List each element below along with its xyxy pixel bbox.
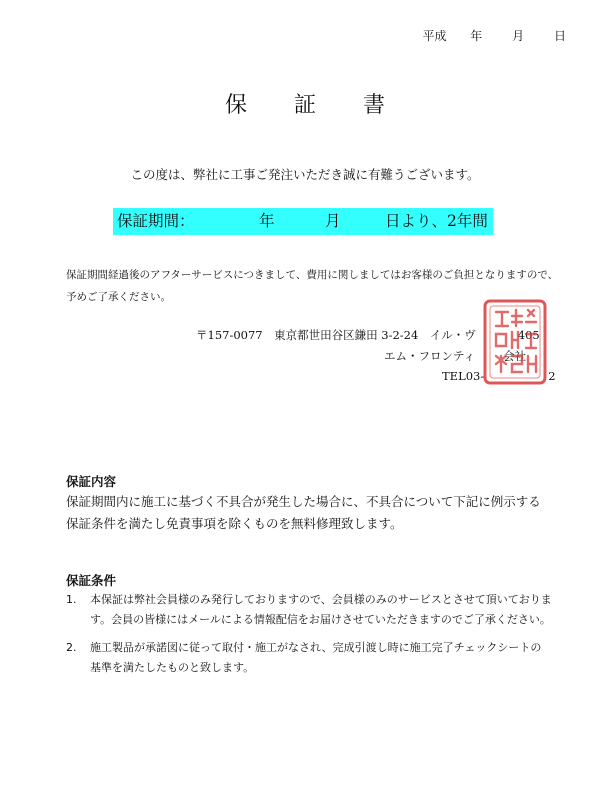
date-era: 平成 bbox=[422, 29, 447, 43]
list-item-number: 1. bbox=[66, 593, 77, 606]
date-day: 日 bbox=[553, 29, 566, 43]
address-line-1-text: 〒157-0077 東京都世田谷区鎌田 3-2-24 イル・ヴ bbox=[196, 328, 476, 342]
coverage-body: 保証期間内に施工に基づく不具合が発生した場合に、不具合について下記に例示する保証条件を満たし免責事項を除くものを無料修理致します。 bbox=[66, 494, 541, 531]
address-line-1-tail: 405 bbox=[517, 328, 540, 342]
period-label: 保証期間： bbox=[117, 212, 195, 230]
address-line-2-text: エム・フロンティ bbox=[384, 349, 476, 363]
list-item bbox=[66, 590, 552, 629]
section-heading-coverage: 保証内容 bbox=[66, 474, 117, 489]
date-line bbox=[422, 27, 566, 44]
warranty-period-banner bbox=[113, 208, 493, 235]
list-item-text: 本保証は弊社会員様のみ発行しておりますので、会員様のみのサービスとさせて頂いております。会員の皆様にはメールによる情報配信をお届けさせていただきますのでご了承ください。 bbox=[90, 593, 552, 626]
section-heading-conditions: 保証条件 bbox=[66, 573, 117, 588]
period-month: 月 bbox=[325, 212, 341, 230]
date-year: 年 bbox=[470, 29, 483, 43]
list-item-text: 施工製品が承諾図に従って取付・施工がなされ、完成引渡し時に施工完了チェックシートの基準を満たしたものと致します。 bbox=[90, 641, 542, 674]
list-item-number: 2. bbox=[66, 641, 77, 654]
period-day-suffix: 日より、2年間 bbox=[385, 212, 488, 230]
after-service-note: 保証期間経過後のアフターサービスにつきまして、費用に関しましてはお客様のご負担となりますので、予めご了承ください。 bbox=[66, 269, 559, 303]
address-line-3-tail: 2 bbox=[548, 369, 556, 383]
date-month: 月 bbox=[512, 29, 525, 43]
address-line-3-text: TEL03- bbox=[442, 369, 485, 383]
company-seal-icon bbox=[482, 298, 548, 386]
address-line-2-tail: 会社 bbox=[503, 349, 527, 363]
thanks-message: この度は、弊社に工事ご発注いただき誠に有難うございます。 bbox=[130, 167, 480, 182]
period-year: 年 bbox=[259, 212, 275, 230]
conditions-list bbox=[66, 590, 552, 686]
page-title: 保 証 書 bbox=[225, 93, 405, 118]
list-item bbox=[66, 638, 552, 677]
